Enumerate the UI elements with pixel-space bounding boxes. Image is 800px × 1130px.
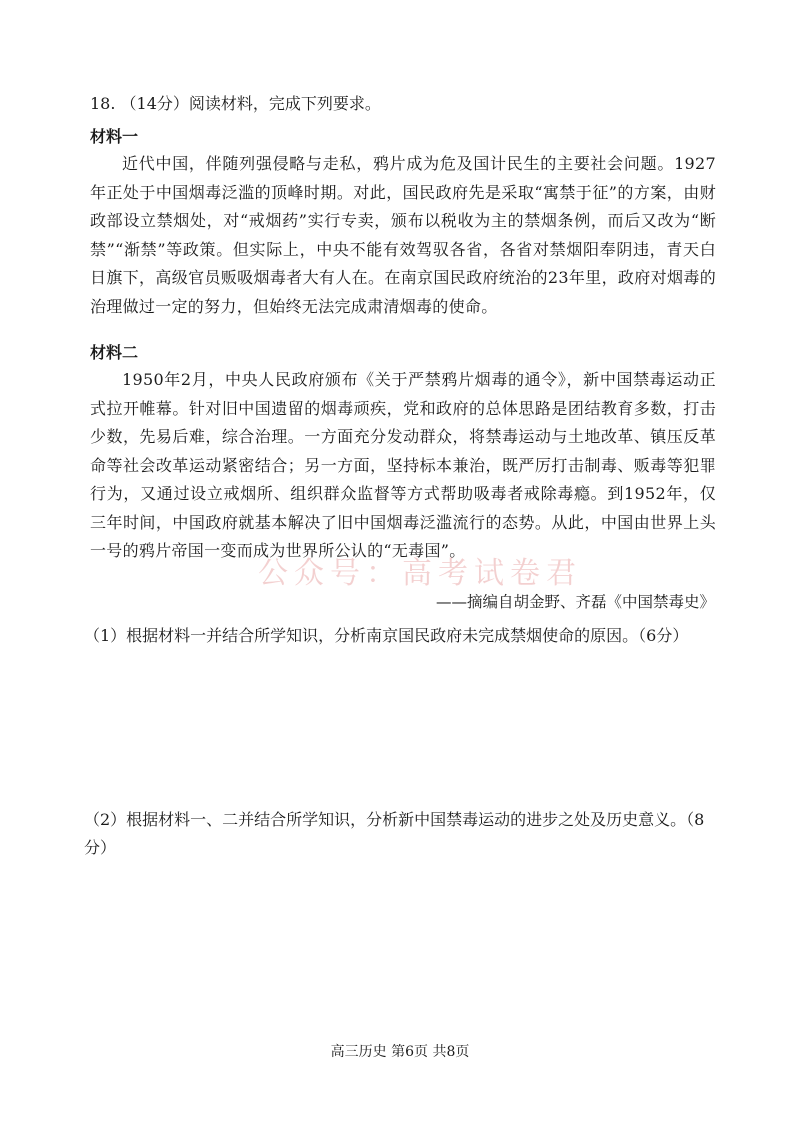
watermark: 公众号：高考试卷君 bbox=[258, 556, 582, 591]
page-footer: 高三历史 第6页 共8页 bbox=[330, 1044, 470, 1060]
material-one-heading: 材料一 bbox=[90, 127, 139, 146]
material-two-text: 1950年2月，中央人民政府颁布《关于严禁鸦片烟毒的通令》，新中国禁毒运动正式拉开帷幕。针对旧中国遗留的烟毒顽疾，党和政府的总体思路是团结教育多数，打击少数，先易后难，综合治理。一方面充分发动群众，将禁毒运动与土地改革、镇压反革命等社会改革运动紧密结合；另一方面，坚持标本兼治，既严厉打击制毒、贩毒等犯罪行为，又通过设立戒烟所、组织群众监督等方式帮助吸毒者戒除毒瘾。到1952年，仅三年时间，中国政府就基本解决了旧中国烟毒泛滥流行的态势。从此，中国由世界上头一号的鸦片帝国一变而成为世界所公认的“无毒国”。 bbox=[90, 370, 716, 560]
material-two-heading: 材料二 bbox=[90, 343, 139, 362]
sub-question-1: （1）根据材料一并结合所学知识，分析南京国民政府未完成禁烟使命的原因。（6分） bbox=[84, 626, 689, 645]
sub-question-2: （2）根据材料一、二并结合所学知识，分析新中国禁毒运动的进步之处及历史意义。（8分） bbox=[84, 810, 705, 857]
question-title: 18. （14分）阅读材料，完成下列要求。 bbox=[90, 94, 381, 113]
material-one-text: 近代中国，伴随列强侵略与走私，鸦片成为危及国计民生的主要社会问题。1927年正处于中国烟毒泛滥的顶峰时期。对此，国民政府先是采取“寓禁于征”的方案，由财政部设立禁烟处，对“戒烟药”实行专卖，颁布以税收为主的禁烟条例，而后又改为“断禁”“渐禁”等政策。但实际上，中央不能有效驾驭各省，各省对禁烟阳奉阴违，青天白日旗下，高级官员贩吸烟毒者大有人在。在南京国民政府统治的23年里，政府对烟毒的治理做过一定的努力，但始终无法完成肃清烟毒的使命。 bbox=[90, 154, 716, 316]
material-source: ——摘编自胡金野、齐磊《中国禁毒史》 bbox=[435, 593, 715, 611]
